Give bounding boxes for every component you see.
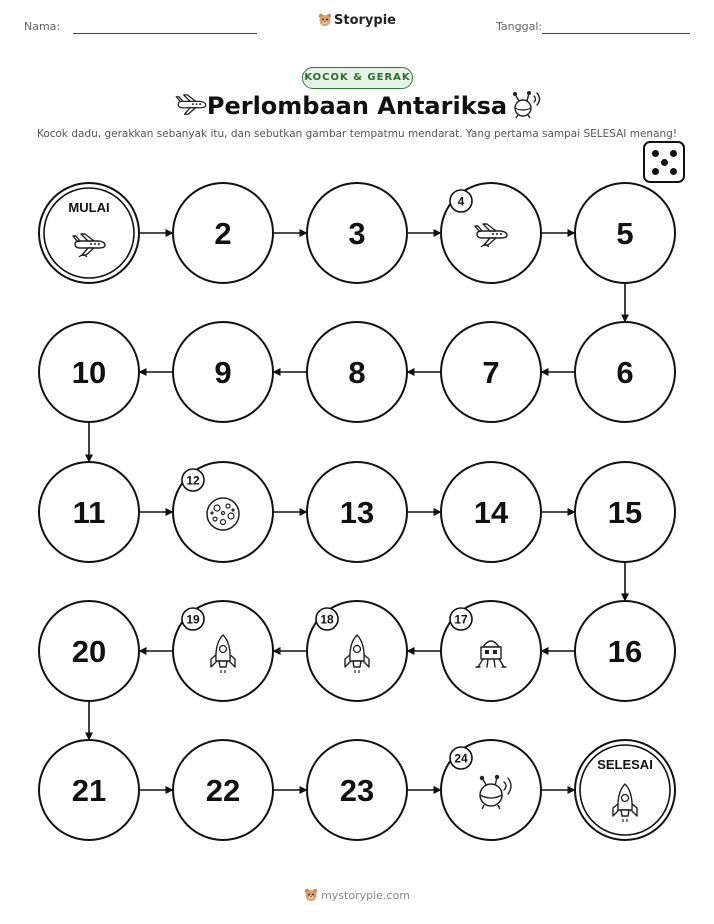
footer-url: mystorypie.com — [321, 889, 410, 902]
board-space-11 — [39, 462, 139, 562]
board-space-14 — [441, 462, 541, 562]
board-space-6 — [575, 322, 675, 422]
space-number: 24 — [454, 751, 468, 766]
space-number: 2 — [214, 216, 232, 251]
space-number: 17 — [454, 612, 468, 627]
board-space-5 — [575, 183, 675, 283]
space-number: 22 — [205, 773, 241, 808]
space-number: 13 — [339, 495, 375, 530]
space-label: MULAI — [68, 200, 110, 215]
board-space-7 — [441, 322, 541, 422]
space-number: 15 — [607, 495, 643, 530]
board-space-24 — [441, 740, 541, 840]
date-label: Tanggal: — [496, 20, 543, 33]
board-space-2 — [173, 183, 273, 283]
finish-space — [575, 740, 675, 840]
bear-icon — [304, 888, 318, 902]
start-space — [39, 183, 139, 283]
space-number: 23 — [339, 773, 375, 808]
page-title: Perlombaan Antariksa — [206, 92, 508, 120]
board-space-12 — [173, 462, 273, 562]
board-space-10 — [39, 322, 139, 422]
space-number: 9 — [214, 355, 232, 390]
board-space-9 — [173, 322, 273, 422]
space-number: 12 — [186, 473, 200, 488]
board-space-8 — [307, 322, 407, 422]
space-number: 21 — [71, 773, 107, 808]
space-number: 6 — [616, 355, 634, 390]
space-number: 18 — [320, 612, 334, 627]
board-space-20 — [39, 601, 139, 701]
space-number: 16 — [607, 634, 643, 669]
category-tag: KOCOK & GERAK — [302, 67, 413, 89]
board-space-3 — [307, 183, 407, 283]
name-label: Nama: — [24, 20, 61, 33]
space-label: SELESAI — [597, 757, 653, 772]
space-number: 3 — [348, 216, 366, 251]
space-number: 10 — [71, 355, 107, 390]
board-space-18 — [307, 601, 407, 701]
space-circle — [39, 183, 139, 283]
space-number: 11 — [72, 495, 106, 530]
moon-icon — [207, 498, 239, 530]
board-space-23 — [307, 740, 407, 840]
space-number: 5 — [616, 216, 634, 251]
space-number: 4 — [457, 194, 465, 209]
board-space-16 — [575, 601, 675, 701]
board-space-22 — [173, 740, 273, 840]
brand-name: Storypie — [334, 13, 396, 28]
space-number: 7 — [482, 355, 500, 390]
space-number: 8 — [348, 355, 366, 390]
footer — [0, 888, 714, 902]
board-space-19 — [173, 601, 273, 701]
board-space-13 — [307, 462, 407, 562]
instructions: Kocok dadu, gerakkan sebanyak itu, dan sebutkan gambar tempatmu mendarat. Yang pertama sampai SELESAI menang! — [36, 128, 678, 140]
space-number: 20 — [71, 634, 107, 669]
board-space-17 — [441, 601, 541, 701]
board-space-15 — [575, 462, 675, 562]
board-space-4 — [441, 183, 541, 283]
board-space-21 — [39, 740, 139, 840]
space-number: 19 — [186, 612, 200, 627]
space-number: 14 — [473, 495, 509, 530]
